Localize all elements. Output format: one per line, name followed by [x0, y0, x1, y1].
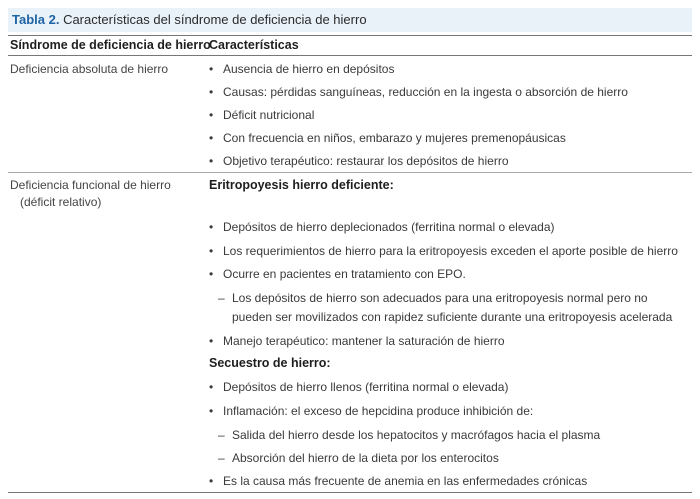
header-col2: Características: [209, 38, 299, 52]
bullet-icon: •: [209, 267, 214, 281]
row2-name: Deficiencia funcional de hierro (déficit relativo): [10, 178, 171, 209]
dash-icon: –: [218, 428, 225, 442]
row-divider: [8, 172, 692, 173]
bullet-icon: •: [209, 220, 214, 234]
bullet-icon: •: [209, 108, 214, 122]
list-item: • Los requerimientos de hierro para la eritropoyesis exceden el aporte posible de hierro: [209, 244, 678, 258]
list-item: • Depósitos de hierro llenos (ferritina normal o elevada): [209, 380, 509, 394]
caption-title: Características del síndrome de deficiencia de hierro: [59, 12, 367, 27]
section-title: Eritropoyesis hierro deficiente:: [209, 178, 394, 192]
list-item: • Inflamación: el exceso de hepcidina produce inhibición de:: [209, 404, 534, 418]
sub-list-item: – Absorción del hierro de la dieta por los enterocitos: [218, 451, 499, 465]
bullet-icon: •: [209, 474, 214, 488]
header-col1: Síndrome de deficiencia de hierro: [10, 38, 211, 52]
header-rule: [8, 55, 692, 56]
list-item: • Depósitos de hierro deplecionados (ferritina normal o elevada): [209, 220, 555, 234]
bullet-icon: •: [209, 154, 214, 168]
list-item: • Es la causa más frecuente de anemia en las enfermedades crónicas: [209, 474, 588, 488]
sub-list-item: – Salida del hierro desde los hepatocitos y macrófagos hacia el plasma: [218, 428, 601, 442]
section-title: Secuestro de hierro:: [209, 356, 331, 370]
list-item: • Déficit nutricional: [209, 108, 315, 122]
list-item: • Causas: pérdidas sanguíneas, reducción en la ingesta o absorción de hierro: [209, 85, 628, 99]
list-item: • Con frecuencia en niños, embarazo y mujeres premenopáusicas: [209, 131, 566, 145]
bullet-icon: •: [209, 404, 214, 418]
list-item: • Ausencia de hierro en depósitos: [209, 62, 395, 76]
bullet-icon: •: [209, 62, 214, 76]
dash-icon: –: [218, 451, 225, 465]
row1-name: Deficiencia absoluta de hierro: [10, 62, 169, 76]
list-item: • Manejo terapéutico: mantener la saturación de hierro: [209, 334, 505, 348]
bottom-rule: [8, 492, 692, 493]
bullet-icon: •: [209, 131, 214, 145]
list-item: • Objetivo terapéutico: restaurar los depósitos de hierro: [209, 154, 509, 168]
bullet-icon: •: [209, 334, 214, 348]
bullet-icon: •: [209, 244, 214, 258]
caption-label: Tabla 2.: [12, 12, 60, 27]
list-item: • Ocurre en pacientes en tratamiento con EPO.: [209, 267, 466, 281]
table-caption: [8, 8, 692, 32]
dash-icon: –: [218, 291, 225, 305]
sub-list-item: – Los depósitos de hierro son adecuados para una eritropoyesis normal pero no: [218, 291, 648, 305]
sub-list-item-continuation: pueden ser movilizados con rapidez suficiente durante una eritropoyesis acelerada: [232, 310, 673, 324]
bullet-icon: •: [209, 85, 214, 99]
bullet-icon: •: [209, 380, 214, 394]
top-rule: [8, 35, 692, 36]
